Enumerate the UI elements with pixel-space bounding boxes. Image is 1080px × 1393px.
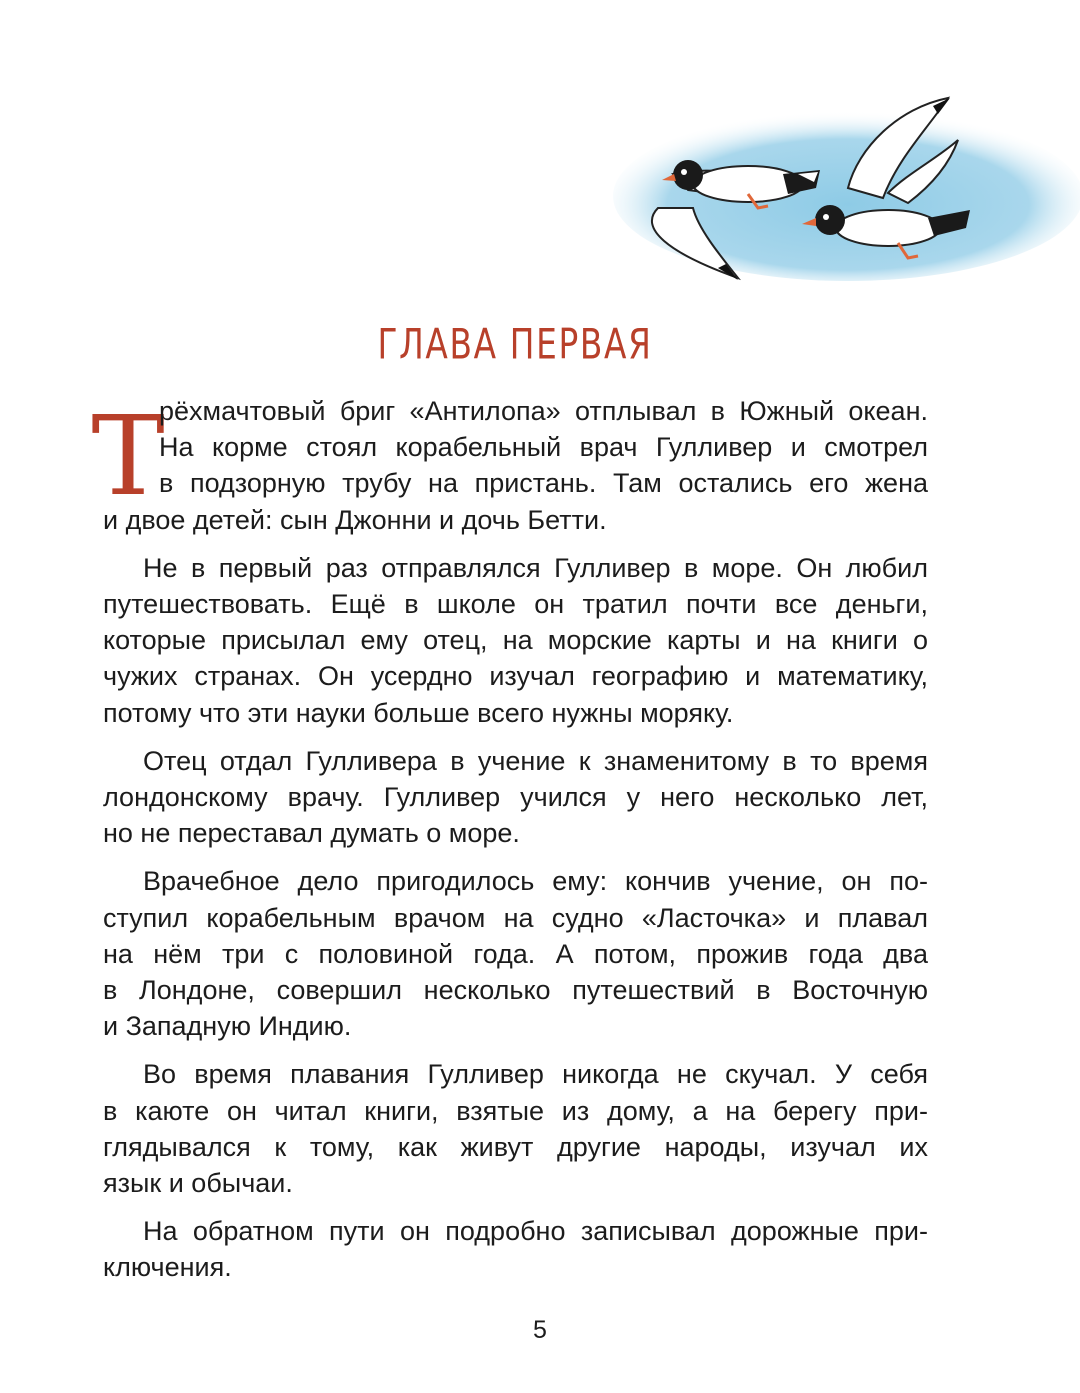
text-line: путешествовать. Ещё в школе он тратил почти все деньги, [103, 589, 928, 620]
text-line: ключения. [103, 1252, 232, 1283]
text-line: чужих странах. Он усердно изучал географию и математику, [103, 661, 928, 692]
text-line: и двое детей: сын Джонни и дочь Бетти. [103, 504, 607, 535]
paragraph-3 [103, 743, 928, 852]
text-line: Не в первый раз отправлялся Гулливер в море. Он любил [143, 552, 928, 583]
paragraph-1 [103, 393, 928, 538]
text-line: и Западную Индию. [103, 1011, 352, 1042]
text-line: на нём три с половиной года. А потом, прожив года два [103, 938, 928, 969]
text-line: которые присылал ему отец, на морские карты и на книги о [103, 625, 928, 656]
text-line: потому что эти науки больше всего нужны моряку. [103, 697, 734, 728]
page-number: 5 [533, 1316, 547, 1344]
text-line: Отец отдал Гулливера в учение к знаменитому в то время [143, 745, 928, 776]
paragraph-5 [103, 1056, 928, 1201]
paragraph-2 [103, 550, 928, 731]
text-line: лондонскому врачу. Гулливер учился у него несколько лет, [103, 782, 928, 813]
sky-wash [613, 111, 1080, 281]
body-text [103, 393, 928, 1286]
text-line: Во время плавания Гулливер никогда не скучал. У себя [143, 1059, 928, 1090]
text-line: язык и обычаи. [103, 1168, 293, 1199]
seagulls-illustration [598, 78, 1068, 318]
text-line: в Лондоне, совершил несколько путешествий в Восточную [103, 975, 928, 1006]
text-line: но не переставал думать о море. [103, 818, 520, 849]
text-line: Врачебное дело пригодилось ему: кончив учение, он по- [143, 866, 928, 897]
text-line: На корме стоял корабельный врач Гулливер и смотрел [159, 432, 928, 463]
text-line: На обратном пути он подробно записывал дорожные при- [143, 1216, 928, 1247]
paragraph-6 [103, 1213, 928, 1285]
chapter-title: ГЛАВА ПЕРВАЯ [377, 320, 653, 370]
text-line: в подзорную трубу на пристань. Там остались его жена [159, 468, 928, 499]
text-line: глядывался к тому, как живут другие народы, изучал их [103, 1131, 928, 1162]
paragraph-4 [103, 863, 928, 1044]
text-line: рёхмачтовый бриг «Антилопа» отплывал в Южный океан. [159, 396, 928, 426]
text-line: в каюте он читал книги, взятые из дому, а на берегу при- [103, 1095, 928, 1126]
dropcap-glyph: Т [91, 392, 165, 520]
text-line: ступил корабельным врачом на судно «Ласточка» и плавал [103, 902, 928, 933]
